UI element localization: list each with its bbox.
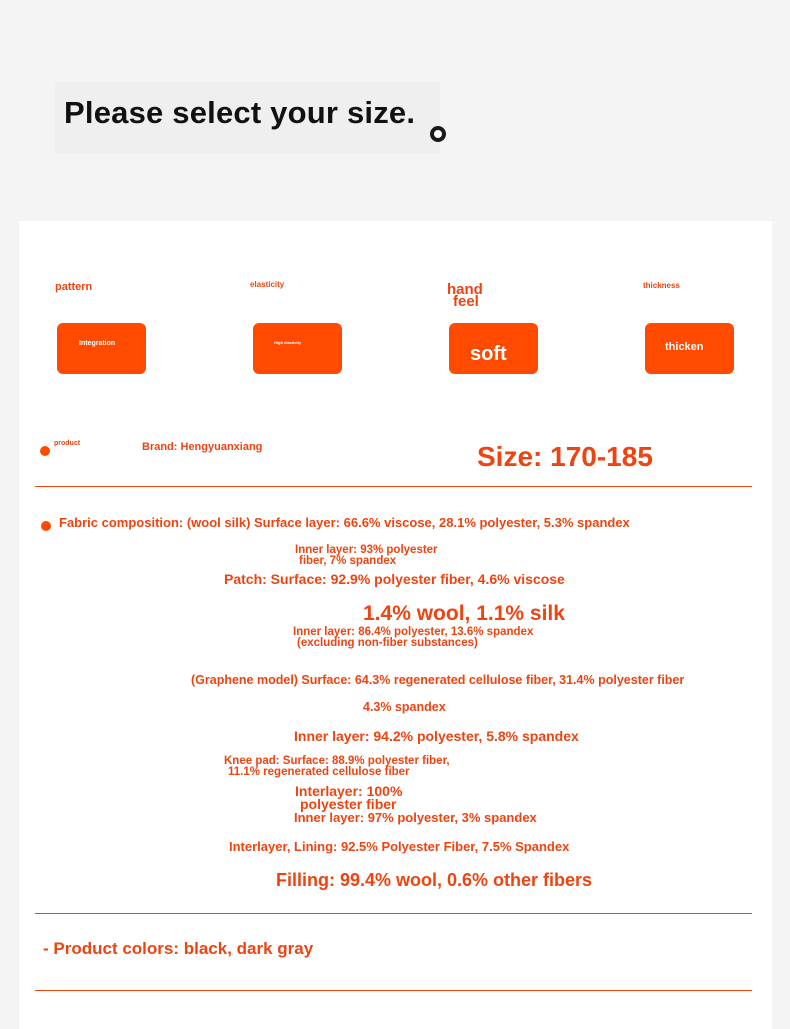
attr-value-thickness: thicken [665, 341, 704, 353]
attr-label-hand-feel-line1: hand [447, 281, 483, 298]
bullet-dot [40, 446, 50, 456]
interlayer-line: polyester fiber [300, 796, 397, 812]
attr-label-pattern: pattern [55, 281, 93, 293]
page-title: Please select your size. [64, 95, 416, 130]
size-text: Size: 170-185 [477, 441, 653, 472]
attr-value-hand-feel: soft [470, 343, 507, 365]
inner-layer-line: Inner layer: 93% polyester [295, 544, 438, 556]
knee-pad-line: 11.1% regenerated cellulose fiber [228, 766, 410, 778]
brand-text: Brand: Hengyuanxiang [142, 441, 263, 453]
attr-box-thickness [645, 323, 734, 374]
product-label: product [54, 440, 81, 447]
attr-value-pattern: Integration [79, 340, 116, 347]
inner-layer-line: Inner layer: 86.4% polyester, 13.6% spandex [293, 626, 534, 638]
interlayer-line: Interlayer: 100% [295, 783, 403, 799]
wool-silk-line: 1.4% wool, 1.1% silk [363, 602, 565, 625]
knee-pad-line: Knee pad: Surface: 88.9% polyester fiber, [224, 755, 450, 767]
graphene-line: (Graphene model) Surface: 64.3% regenerated cellulose fiber, 31.4% polyester fiber [191, 673, 685, 687]
patch-line: Patch: Surface: 92.9% polyester fiber, 4.6% viscose [224, 571, 565, 587]
divider [35, 990, 752, 991]
inner-layer-line: Inner layer: 97% polyester, 3% spandex [294, 810, 537, 825]
attr-label-hand-feel [447, 281, 483, 310]
divider [35, 913, 752, 914]
inner-layer-line: fiber, 7% spandex [299, 555, 397, 567]
fabric-composition: Fabric composition: (wool silk) Surface layer: 66.6% viscose, 28.1% polyester, 5.3% spandex [59, 515, 630, 530]
spandex-line: 4.3% spandex [363, 700, 446, 714]
attr-box-hand-feel [449, 323, 538, 374]
product-colors: - Product colors: black, dark gray [43, 939, 314, 958]
inner-layer-line: (excluding non-fiber substances) [297, 637, 478, 649]
attr-value-elasticity: High elasticity [274, 340, 302, 345]
ring-icon [430, 126, 446, 142]
attr-box-pattern [57, 323, 146, 374]
attr-box-elasticity [253, 323, 342, 374]
lining-line: Interlayer, Lining: 92.5% Polyester Fiber, 7.5% Spandex [229, 839, 570, 854]
bullet-dot [41, 521, 51, 531]
attr-label-hand-feel-line2: feel [453, 293, 479, 310]
attr-label-elasticity: elasticity [250, 280, 285, 289]
divider [35, 486, 752, 487]
attr-label-thickness: thickness [643, 281, 680, 290]
filling-line: Filling: 99.4% wool, 0.6% other fibers [276, 870, 593, 890]
inner-layer-line: Inner layer: 94.2% polyester, 5.8% spandex [294, 728, 579, 744]
